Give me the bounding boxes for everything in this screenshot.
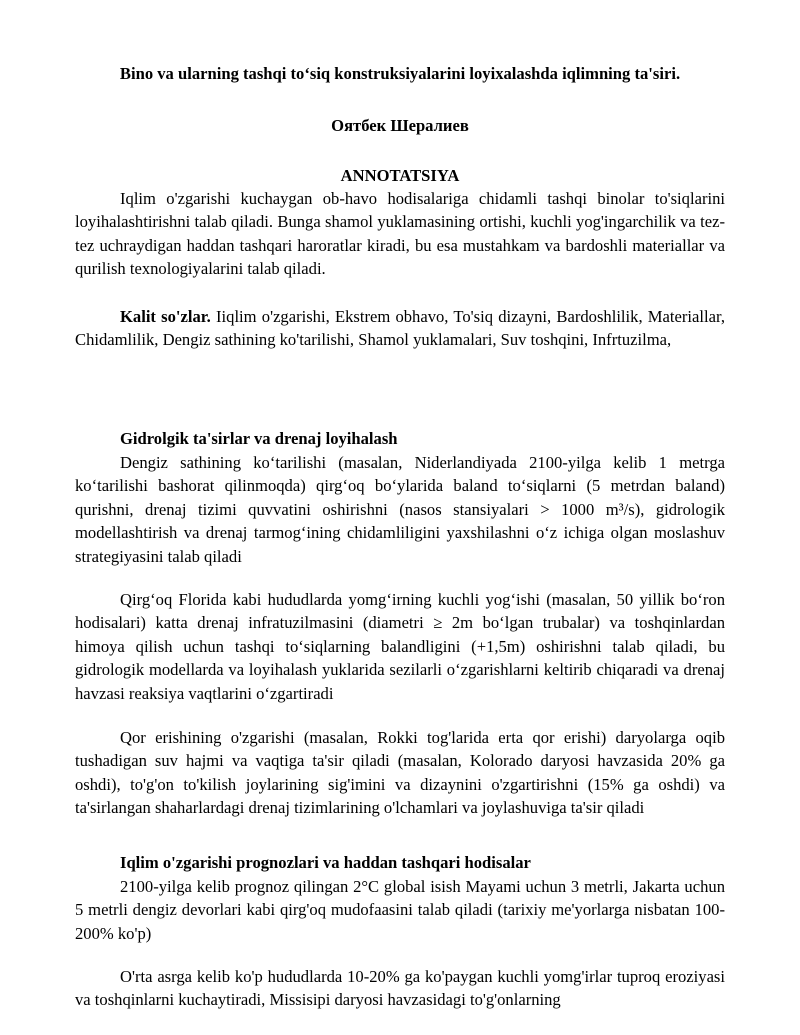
author-name: Оятбек Шералиев [331, 116, 469, 135]
keywords-text: Iiqlim o'zgarishi, Ekstrem obhavo, To'siq dizayni, Bardoshlilik, Materiallar, Chidamlilik, Dengiz sathining ko'tarilishi, Shamol yuklamalari, Suv toshqini, Infrtuzilma, [75, 307, 725, 350]
section-heading: Iqlim o'zgarishi prognozlari va haddan tashqari hodisalar [120, 853, 531, 872]
annotation-heading: ANNOTATSIYA [340, 166, 460, 185]
document-title: Bino va ularning tashqi to‘siq konstruksiyalarini loyixalashda iqlimning ta'siri. [119, 64, 681, 83]
section-paragraph: Qirg‘oq Florida kabi hududlarda yomg‘irning kuchli yog‘ishi (masalan, 50 yillik bo‘ron hodisalari) katta drenaj infratuzilmasini (diametri ≥ 2m bo‘lgan trubalar) va toshqinlardan himoya qilish uchun tashqi to‘siqlarning balandligini (+1,5m) oshirishni talab qiladi, bu gidrologik modellarda va loyihalash yuklarida sezilarli o‘zgarishlarni keltirib chiqaradi va drenaj havzasi reaksiya vaqtlarini o‘zgartiradi [75, 590, 725, 703]
section-paragraph: Dengiz sathining ko‘tarilishi (masalan, Niderlandiyada 2100-yilga kelib 1 metrga ko‘tarilishi bashorat qilinmoqda) qirg‘oq bo‘ylarida baland to‘siqlarni (5 metrdan baland) qurishni, drenaj tizimi quvvatini oshirishni (nasos stansiyalari > 1000 m³/s), gidrologik modellashtirish va drenaj tarmog‘ining chidamliligini yaxshilashni o‘z ichiga olgan moslashuv strategiyasini talab qiladi [75, 453, 725, 566]
annotation-paragraph: Iqlim o'zgarishi kuchaygan ob-havo hodisalariga chidamli tashqi binolar to'siqlarini loyihalashtirishni talab qiladi. Bunga shamol yuklamasining ortishi, kuchli yog'ingarchilik va tez-tez uchraydigan haddan tashqari haroratlar kiradi, bu esa mustahkam va bardoshli materiallar va qurilish texnologiyalarini talab qiladi. [75, 189, 725, 279]
section-paragraph: Qor erishining o'zgarishi (masalan, Rokki tog'larida erta qor erishi) daryolarga oqib tushadigan suv hajmi va vaqtiga ta'sir qiladi (masalan, Kolorado daryosi havzasida 20% ga oshdi), to'g'on to'kilish joylarining sig'imini va dizaynini o'zgartirishni (15% ga oshdi) va ta'sirlangan shaharlardagi drenaj tizimlarining o'lchamlari va joylashuviga ta'sir qiladi [75, 728, 725, 818]
keywords-paragraph [75, 305, 725, 352]
keywords-label: Kalit so'zlar. [120, 307, 211, 326]
section-paragraph: O'rta asrga kelib ko'p hududlarda 10-20% ga ko'paygan kuchli yomg'irlar tuproq eroziyasi va toshqinlarni kuchaytiradi, Missisipi daryosi havzasidagi to'g'onlarning [75, 967, 725, 1010]
section-paragraph: 2100-yilga kelib prognoz qilingan 2°C global isish Mayami uchun 3 metrli, Jakarta uchun 5 metrli dengiz devorlari kabi qirg'oq mudofaasini talab qiladi (tarixiy me'yorlarga nisbatan 100-200% ko'p) [75, 877, 725, 943]
section-heading: Gidrolgik ta'sirlar va drenaj loyihalash [120, 429, 398, 448]
